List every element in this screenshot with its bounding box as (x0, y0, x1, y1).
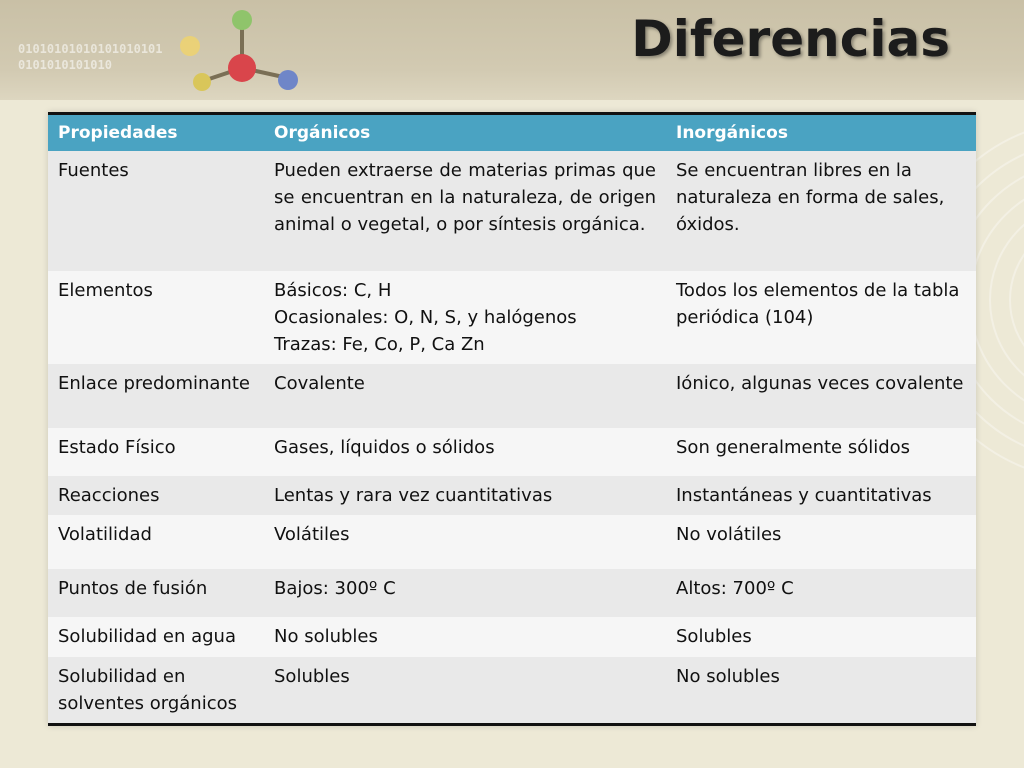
table-row (48, 617, 976, 657)
table-header-row (48, 114, 976, 152)
cell-property: Estado Físico (48, 428, 264, 476)
table-row (48, 364, 976, 428)
header-propiedades: Propiedades (48, 114, 264, 152)
cell-property: Fuentes (48, 151, 264, 271)
table-row (48, 428, 976, 476)
cell-property: Reacciones (48, 476, 264, 515)
cell-organic: No solubles (264, 617, 666, 657)
binary-text-1: 01010101010101010101 (18, 42, 163, 56)
molecule-icon (180, 6, 320, 106)
cell-organic: Pueden extraerse de materias primas que se encuentran en la naturaleza, de origen animal o vegetal, o por síntesis orgánica. (264, 151, 666, 271)
cell-property: Volatilidad (48, 515, 264, 569)
table-row (48, 515, 976, 569)
comparison-table (48, 112, 976, 726)
cell-organic: Solubles (264, 657, 666, 725)
cell-inorganic: Todos los elementos de la tabla periódica (104) (666, 271, 976, 364)
cell-inorganic: Iónico, algunas veces covalente (666, 364, 976, 428)
table-row (48, 657, 976, 725)
cell-line: Trazas: Fe, Co, P, Ca Zn (274, 334, 485, 355)
cell-inorganic: Solubles (666, 617, 976, 657)
cell-inorganic: Se encuentran libres en la naturaleza en forma de sales, óxidos. (666, 151, 976, 271)
table-row (48, 476, 976, 515)
cell-inorganic: Instantáneas y cuantitativas (666, 476, 976, 515)
cell-organic: Covalente (264, 364, 666, 428)
cell-organic: Lentas y rara vez cuantitativas (264, 476, 666, 515)
table-row (48, 271, 976, 364)
cell-organic: Gases, líquidos o sólidos (264, 428, 666, 476)
cell-inorganic: Son generalmente sólidos (666, 428, 976, 476)
cell-organic (264, 271, 666, 364)
cell-property: Elementos (48, 271, 264, 364)
cell-property: Puntos de fusión (48, 569, 264, 617)
cell-organic: Bajos: 300º C (264, 569, 666, 617)
header-organicos: Orgánicos (264, 114, 666, 152)
table-row (48, 569, 976, 617)
table-row (48, 151, 976, 271)
page-title: Diferencias (631, 10, 950, 68)
cell-inorganic: No solubles (666, 657, 976, 725)
cell-line: Ocasionales: O, N, S, y halógenos (274, 307, 577, 328)
cell-property: Enlace predominante (48, 364, 264, 428)
header-inorganicos: Inorgánicos (666, 114, 976, 152)
cell-organic: Volátiles (264, 515, 666, 569)
cell-inorganic: No volátiles (666, 515, 976, 569)
binary-text-2: 0101010101010 (18, 58, 112, 72)
cell-line: Básicos: C, H (274, 280, 392, 301)
cell-inorganic: Altos: 700º C (666, 569, 976, 617)
cell-property: Solubilidad en agua (48, 617, 264, 657)
cell-property: Solubilidad en solventes orgánicos (48, 657, 264, 725)
